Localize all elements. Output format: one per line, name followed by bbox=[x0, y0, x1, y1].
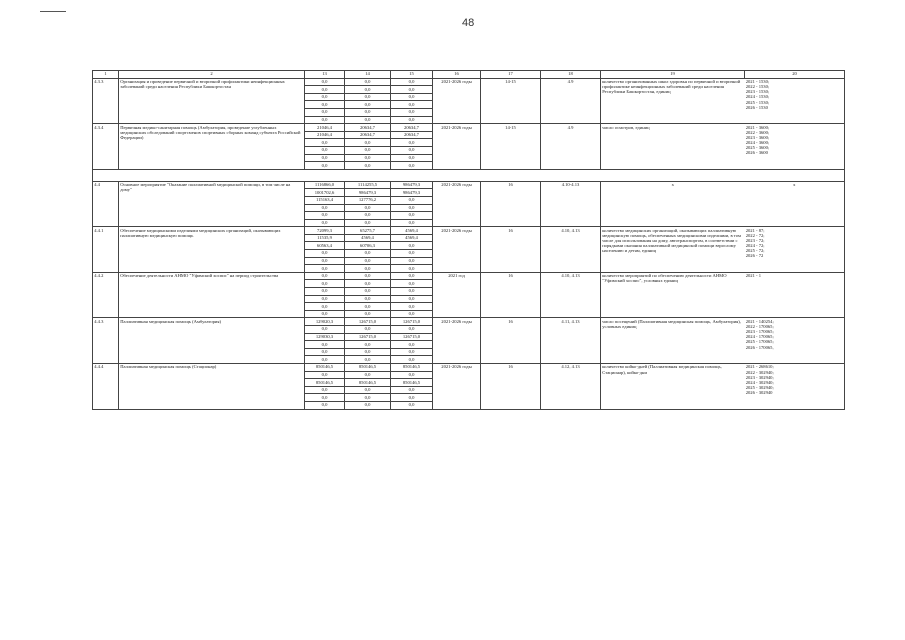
target-value: 2025 - 3600; bbox=[745, 145, 770, 151]
separator-cell bbox=[93, 169, 845, 181]
finance-value: 850146,5 bbox=[305, 379, 345, 387]
row-indicator: число посещений (Паллиативная медицинская помощь, Амбулатория), условных единиц bbox=[601, 318, 745, 364]
finance-value: 0,0 bbox=[305, 295, 345, 303]
target-value: 2021 - 87; bbox=[745, 227, 765, 233]
finance-value: 0,0 bbox=[305, 341, 345, 349]
row-title: Организация и проведение первичной и вторичной профилактики неинфекционных заболеваний среди населения Республики Башкортостан bbox=[119, 78, 305, 124]
target-value: 2026 - 1530 bbox=[745, 104, 768, 110]
finance-value: 0,0 bbox=[345, 162, 391, 170]
finance-value: 0,0 bbox=[391, 196, 433, 204]
row-indicator: количество мероприятий по обеспечению деятельности АНМО "Уфимский хоспис", условных единиц bbox=[601, 272, 745, 318]
finance-value: 127776,2 bbox=[345, 196, 391, 204]
target-value: 2021 - 1530; bbox=[745, 78, 770, 84]
finance-value: 850146,5 bbox=[345, 379, 391, 387]
target-value: x bbox=[793, 182, 796, 188]
row-term: 2021-2026 годы bbox=[433, 363, 481, 409]
finance-value: 0,0 bbox=[391, 162, 433, 170]
corner-mark bbox=[40, 11, 66, 12]
row-indicator: число осмотров, единиц bbox=[601, 124, 745, 170]
row-title: Обеспечение медицинскими изделиями медицинских организаций, оказывающих паллиативную медицинскую помощь bbox=[119, 227, 305, 273]
row-targets bbox=[745, 227, 845, 273]
finance-value: 0,0 bbox=[345, 93, 391, 101]
finance-value: 0,0 bbox=[305, 310, 345, 318]
finance-value: 0,0 bbox=[391, 212, 433, 220]
target-value: 2024 - 170065; bbox=[745, 334, 774, 340]
finance-value: 0,0 bbox=[345, 288, 391, 296]
finance-value: 0,0 bbox=[345, 341, 391, 349]
table-row bbox=[93, 124, 845, 132]
target-value: 2026 - 3600 bbox=[745, 150, 768, 156]
column-number: 13 bbox=[305, 71, 345, 79]
row-targets bbox=[745, 363, 845, 409]
finance-value: 0,0 bbox=[391, 310, 433, 318]
column-number: 18 bbox=[541, 71, 601, 79]
finance-value: 0,0 bbox=[345, 326, 391, 334]
finance-value: 0,0 bbox=[391, 356, 433, 364]
target-value: 2025 - 72; bbox=[745, 248, 765, 254]
finance-value: 0,0 bbox=[391, 93, 433, 101]
finance-value: 0,0 bbox=[345, 78, 391, 86]
finance-value: 0,0 bbox=[305, 326, 345, 334]
finance-value: 0,0 bbox=[305, 139, 345, 147]
finance-value: 0,0 bbox=[345, 348, 391, 356]
finance-value: 60706,3 bbox=[345, 242, 391, 250]
finance-value: 0,0 bbox=[391, 280, 433, 288]
row-col17: 16 bbox=[481, 272, 541, 318]
row-targets bbox=[745, 124, 845, 170]
finance-value: 0,0 bbox=[305, 212, 345, 220]
finance-value: 0,0 bbox=[305, 78, 345, 86]
target-value: 2021 - 1 bbox=[745, 273, 761, 279]
finance-value: 0,0 bbox=[391, 326, 433, 334]
row-title: Паллиативная медицинская помощь (Амбулатория) bbox=[119, 318, 305, 364]
finance-value: 0,0 bbox=[391, 257, 433, 265]
target-value: 2022 - 1530; bbox=[745, 84, 770, 90]
finance-value: 0,0 bbox=[391, 295, 433, 303]
finance-value: 0,0 bbox=[345, 212, 391, 220]
finance-value: 0,0 bbox=[345, 250, 391, 258]
finance-value: 0,0 bbox=[305, 204, 345, 212]
finance-value: 0,0 bbox=[305, 356, 345, 364]
finance-value: 0,0 bbox=[305, 280, 345, 288]
finance-value: 0,0 bbox=[305, 108, 345, 116]
target-value: 2025 - 302940; bbox=[745, 384, 774, 390]
row-col17: 14-15 bbox=[481, 124, 541, 170]
target-value: 2023 - 1530; bbox=[745, 89, 770, 95]
finance-value: 0,0 bbox=[345, 101, 391, 109]
separator-row bbox=[93, 169, 845, 181]
row-col17: 16 bbox=[481, 318, 541, 364]
target-value: 2024 - 1530; bbox=[745, 94, 770, 100]
finance-value: 0,0 bbox=[305, 386, 345, 394]
finance-value: 0,0 bbox=[305, 257, 345, 265]
column-number: 1 bbox=[93, 71, 119, 79]
finance-value: 0,0 bbox=[345, 303, 391, 311]
finance-value: 0,0 bbox=[305, 401, 345, 409]
finance-value: 0,0 bbox=[391, 341, 433, 349]
finance-value: 0,0 bbox=[345, 146, 391, 154]
finance-value: 4569,4 bbox=[345, 234, 391, 242]
finance-value: 126715,0 bbox=[391, 333, 433, 341]
finance-value: 60563,4 bbox=[305, 242, 345, 250]
header-row bbox=[93, 71, 845, 79]
finance-value: 126715,0 bbox=[345, 333, 391, 341]
row-col18: 4.10, 4.13 bbox=[541, 272, 601, 318]
target-value: 2021 - 3600; bbox=[745, 124, 770, 130]
finance-value: 0,0 bbox=[391, 272, 433, 280]
row-code: 4.4 bbox=[93, 181, 119, 227]
finance-value: 0,0 bbox=[391, 204, 433, 212]
finance-value: 0,0 bbox=[391, 386, 433, 394]
target-value: 2022 - 302940; bbox=[745, 369, 774, 375]
finance-value: 65275,7 bbox=[345, 227, 391, 235]
finance-value: 21046,4 bbox=[305, 131, 345, 139]
finance-value: 850146,5 bbox=[391, 379, 433, 387]
finance-value: 0,0 bbox=[345, 272, 391, 280]
finance-value: 0,0 bbox=[391, 288, 433, 296]
row-col17: 16 bbox=[481, 363, 541, 409]
table-row bbox=[93, 318, 845, 326]
finance-value: 0,0 bbox=[391, 250, 433, 258]
finance-value: 0,0 bbox=[345, 86, 391, 94]
row-code: 4.4.3 bbox=[93, 318, 119, 364]
target-value: 2025 - 170065; bbox=[745, 339, 774, 345]
finance-value: 0,0 bbox=[391, 108, 433, 116]
finance-value: 72099,3 bbox=[305, 227, 345, 235]
finance-value: 0,0 bbox=[345, 154, 391, 162]
target-value: 2023 - 3600; bbox=[745, 134, 770, 140]
finance-value: 0,0 bbox=[305, 86, 345, 94]
finance-value: 129030,3 bbox=[305, 333, 345, 341]
finance-value: 4569,4 bbox=[391, 227, 433, 235]
target-value: 2022 - 170065; bbox=[745, 323, 774, 329]
column-number: 17 bbox=[481, 71, 541, 79]
finance-value: 0,0 bbox=[305, 154, 345, 162]
row-col18: 4.9 bbox=[541, 78, 601, 124]
row-term: 2021 год bbox=[433, 272, 481, 318]
finance-value: 0,0 bbox=[391, 86, 433, 94]
finance-value: 0,0 bbox=[391, 394, 433, 402]
finance-value: 0,0 bbox=[305, 303, 345, 311]
row-indicator: количество койко-дней (Паллиативная медицинская помощь, Стационар), койко-дни bbox=[601, 363, 745, 409]
column-number: 19 bbox=[601, 71, 745, 79]
table-row bbox=[93, 227, 845, 235]
row-title: Обеспечение деятельности АНМО "Уфимский хоспис" на период строительства bbox=[119, 272, 305, 318]
finance-value: 1001702,6 bbox=[305, 189, 345, 197]
finance-value: 850146,5 bbox=[391, 363, 433, 371]
finance-value: 20634,7 bbox=[391, 124, 433, 132]
finance-value: 126715,0 bbox=[345, 318, 391, 326]
row-code: 4.4.2 bbox=[93, 272, 119, 318]
finance-value: 0,0 bbox=[305, 371, 345, 379]
finance-value: 129020,3 bbox=[305, 318, 345, 326]
finance-value: 20634,7 bbox=[391, 131, 433, 139]
finance-value: 20634,7 bbox=[345, 131, 391, 139]
row-term: 2021-2026 годы bbox=[433, 227, 481, 273]
row-term: 2021-2026 годы bbox=[433, 318, 481, 364]
finance-value: 0,0 bbox=[391, 78, 433, 86]
table-row bbox=[93, 363, 845, 371]
table-body bbox=[93, 78, 845, 409]
finance-value: 21046,4 bbox=[305, 124, 345, 132]
finance-value: 4569,4 bbox=[391, 234, 433, 242]
finance-value: 20634,7 bbox=[345, 124, 391, 132]
column-number: 20 bbox=[745, 71, 845, 79]
finance-value: 115163,4 bbox=[305, 196, 345, 204]
row-title: Первичная медико-санитарная помощь (Амбулатория, проведение углубленных медицинских обследований спортсменов спортивных сборных команд субъекта Российской Федерации) bbox=[119, 124, 305, 170]
row-targets bbox=[745, 78, 845, 124]
row-code: 4.4.1 bbox=[93, 227, 119, 273]
finance-value: 0,0 bbox=[391, 154, 433, 162]
row-code: 4.4.4 bbox=[93, 363, 119, 409]
target-value: 2024 - 3600; bbox=[745, 139, 770, 145]
finance-value: 0,0 bbox=[345, 219, 391, 227]
finance-value: 0,0 bbox=[345, 356, 391, 364]
column-number: 15 bbox=[391, 71, 433, 79]
row-col18: 4.9 bbox=[541, 124, 601, 170]
table-row bbox=[93, 181, 845, 189]
row-term: 2021-2026 годы bbox=[433, 181, 481, 227]
finance-value: 0,0 bbox=[345, 139, 391, 147]
finance-value: 0,0 bbox=[391, 401, 433, 409]
row-col18: 4.12, 4.13 bbox=[541, 363, 601, 409]
row-title: Паллиативная медицинская помощь (Стационар) bbox=[119, 363, 305, 409]
column-number: 2 bbox=[119, 71, 305, 79]
finance-value: 0,0 bbox=[345, 394, 391, 402]
finance-value: 1114255,5 bbox=[345, 181, 391, 189]
finance-value: 0,0 bbox=[345, 386, 391, 394]
finance-value: 986479,3 bbox=[345, 189, 391, 197]
finance-value: 0,0 bbox=[391, 219, 433, 227]
finance-value: 0,0 bbox=[305, 272, 345, 280]
row-code: 4.3.4 bbox=[93, 124, 119, 170]
finance-value: 0,0 bbox=[305, 219, 345, 227]
finance-value: 986479,3 bbox=[391, 181, 433, 189]
finance-value: 0,0 bbox=[345, 295, 391, 303]
target-value: 2024 - 302940; bbox=[745, 379, 774, 385]
target-value: 2026 - 302940 bbox=[745, 390, 773, 396]
row-code: 4.3.3 bbox=[93, 78, 119, 124]
finance-value: 11535,9 bbox=[305, 234, 345, 242]
row-targets bbox=[745, 181, 845, 227]
finance-value: 0,0 bbox=[345, 204, 391, 212]
finance-value: 126715,0 bbox=[391, 318, 433, 326]
column-number: 14 bbox=[345, 71, 391, 79]
finance-value: 0,0 bbox=[305, 146, 345, 154]
target-value: 2022 - 72; bbox=[745, 232, 765, 238]
finance-value: 0,0 bbox=[345, 108, 391, 116]
row-indicator: количество организованных школ здоровья по первичной и вторичной профилактике неинфекционных заболеваний среди населения Республики Башкортостан, единиц bbox=[601, 78, 745, 124]
target-value: 2025 - 1530; bbox=[745, 99, 770, 105]
finance-value: 0,0 bbox=[391, 303, 433, 311]
table-row bbox=[93, 78, 845, 86]
finance-value: 0,0 bbox=[391, 146, 433, 154]
finance-value: 0,0 bbox=[345, 257, 391, 265]
finance-value: 0,0 bbox=[391, 348, 433, 356]
finance-value: 0,0 bbox=[305, 116, 345, 124]
row-indicator: количество медицинских организаций, оказывающих паллиативную медицинскую помощь, обеспеченных медицинскими изделиями, в том числе для использования на дому, автотранспортом, в соответствии с порядками оказания паллиативной медицинской помощи взрослому населению и детям, единиц bbox=[601, 227, 745, 273]
target-value: 2023 - 72; bbox=[745, 237, 765, 243]
finance-value: 0,0 bbox=[391, 101, 433, 109]
finance-value: 0,0 bbox=[305, 348, 345, 356]
row-col17: 14-15 bbox=[481, 78, 541, 124]
finance-value: 0,0 bbox=[305, 265, 345, 273]
finance-value: 0,0 bbox=[305, 101, 345, 109]
target-value: 2024 - 72; bbox=[745, 243, 765, 249]
finance-value: 0,0 bbox=[391, 265, 433, 273]
target-value: 2021 - 140254; bbox=[745, 318, 774, 324]
row-targets bbox=[745, 318, 845, 364]
target-value: 2022 - 3600; bbox=[745, 129, 770, 135]
row-col18: 4.10-4.13 bbox=[541, 181, 601, 227]
finance-value: 1116866,0 bbox=[305, 181, 345, 189]
finance-value: 0,0 bbox=[345, 310, 391, 318]
column-number: 16 bbox=[433, 71, 481, 79]
finance-value: 0,0 bbox=[345, 116, 391, 124]
finance-value: 850146,5 bbox=[305, 363, 345, 371]
target-value: 2026 - 170065, bbox=[745, 344, 774, 350]
finance-value: 0,0 bbox=[345, 265, 391, 273]
row-title: Основное мероприятие "Оказание паллиативной медицинской помощи, в том числе на дому" bbox=[119, 181, 305, 227]
finance-value: 0,0 bbox=[345, 401, 391, 409]
finance-value: 0,0 bbox=[345, 371, 391, 379]
finance-value: 986479,3 bbox=[391, 189, 433, 197]
finance-value: 0,0 bbox=[305, 250, 345, 258]
row-col17: 16 bbox=[481, 227, 541, 273]
row-term: 2021-2026 годы bbox=[433, 78, 481, 124]
finance-value: 0,0 bbox=[391, 371, 433, 379]
finance-value: 0,0 bbox=[305, 288, 345, 296]
finance-value: 0,0 bbox=[391, 116, 433, 124]
row-targets bbox=[745, 272, 845, 318]
page-number: 48 bbox=[462, 17, 475, 29]
finance-value: 850146,5 bbox=[345, 363, 391, 371]
target-value: 2023 - 302940; bbox=[745, 374, 774, 380]
target-value: 2021 - 268610; bbox=[745, 364, 774, 370]
target-value: 2026 - 72 bbox=[745, 253, 764, 259]
row-col17: 16 bbox=[481, 181, 541, 227]
row-term: 2021-2026 годы bbox=[433, 124, 481, 170]
finance-value: 0,0 bbox=[391, 242, 433, 250]
row-indicator: x bbox=[601, 181, 745, 227]
finance-value: 0,0 bbox=[305, 394, 345, 402]
row-col18: 4.11, 4.13 bbox=[541, 318, 601, 364]
finance-value: 0,0 bbox=[305, 162, 345, 170]
finance-value: 0,0 bbox=[305, 93, 345, 101]
table-row bbox=[93, 272, 845, 280]
finance-value: 0,0 bbox=[391, 139, 433, 147]
program-table bbox=[92, 70, 845, 410]
target-value: 2023 - 170065; bbox=[745, 329, 774, 335]
finance-value: 0,0 bbox=[345, 280, 391, 288]
row-col18: 4.10, 4.13 bbox=[541, 227, 601, 273]
